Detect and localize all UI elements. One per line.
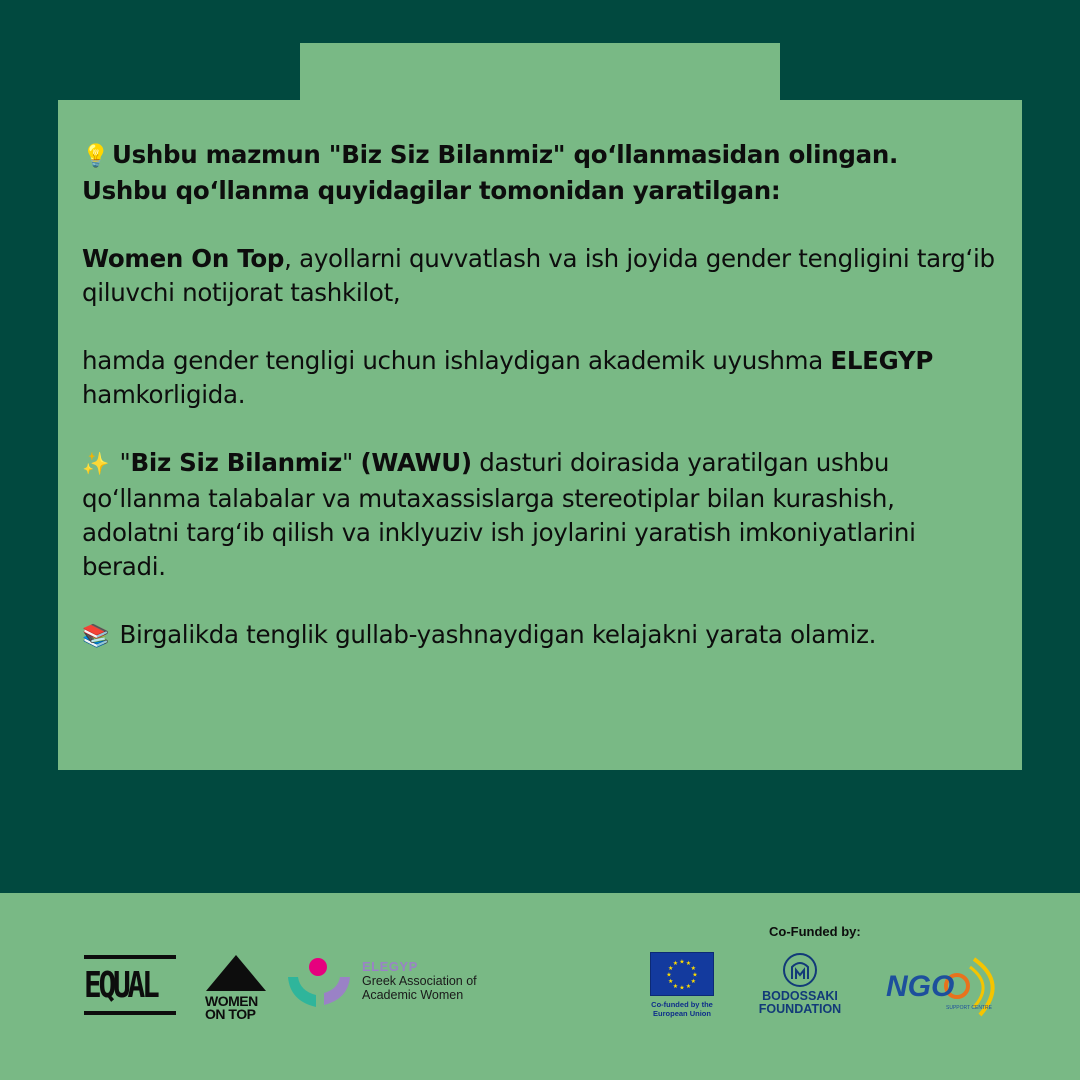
elegyp-text-before: hamda gender tengligi uchun ishlaydigan akademik uyushma [82,346,831,375]
bodossaki-text: BODOSSAKI FOUNDATION [758,989,842,1016]
elegyp-logo [286,957,486,1021]
sparkles-icon: ✨ [82,452,110,477]
closing-paragraph [82,618,998,654]
top-tab-decoration [300,43,780,103]
bodossaki-logo [748,953,852,1023]
closing-text: Birgalikda tenglik gullab-yashnaydigan kelajakni yarata olamiz. [112,620,877,649]
eu-star-icon: ★ [666,971,672,979]
program-abbreviation: (WAWU) [360,448,472,477]
ngo-support-centre-logo [884,953,1004,1023]
cofunded-label: Co-Funded by: [769,924,861,939]
eu-star-icon: ★ [668,978,674,985]
eu-star-icon: ★ [690,978,696,985]
eu-star-icon: ★ [692,971,698,979]
elegyp-name: ELEGYP [830,346,933,375]
quote-open: " [112,448,131,477]
eu-flag-icon [650,952,714,996]
elegyp-logo-subtitle: Greek Association of Academic Women [362,974,477,1002]
eu-star-icon: ★ [685,982,692,990]
women-on-top-logo-text: WOMEN ON TOP [205,993,258,1022]
women-on-top-name: Women On Top [82,244,285,273]
program-paragraph [82,446,998,584]
eu-star-icon: ★ [679,984,685,992]
intro-paragraph [82,138,998,208]
equal-logo-text: EQUAL [84,965,157,1006]
program-description: dasturi doirasida yaratilgan ushbu qo‘llanma talabalar va mutaxassislarga stereotiplar bilan kurashish, adolatni targ‘ib qilish va inklyuziv ish joylarini yaratish imkoniyatlarini beradi. [82,448,916,581]
ngo-logo-icon [884,953,1004,1023]
eu-star-icon: ★ [679,958,685,966]
ngo-subtitle: SUPPORT CENTRE [946,1005,992,1011]
eu-logo [642,952,722,1022]
elegyp-mark-icon [286,957,352,1013]
elegyp-text-after: hamkorligida. [82,380,246,409]
ngo-text: NGO [886,970,955,1003]
books-icon: 📚 [82,624,110,649]
intro-line-1: Ushbu mazmun "Biz Siz Bilanmiz" qo‘llanmasidan olingan. [112,140,898,169]
content-card [58,100,1022,770]
bodossaki-emblem-icon [783,953,817,987]
eu-caption: Co-funded by the European Union [651,1000,713,1018]
intro-line-2: Ushbu qo‘llanma quyidagilar tomonidan yaratilgan: [82,176,781,205]
triangle-icon [206,955,266,991]
eu-star-icon: ★ [690,965,696,972]
eu-star-icon: ★ [668,965,674,972]
eu-star-icon: ★ [672,960,679,968]
lightbulb-icon: 💡 [82,144,110,169]
women-on-top-description: , ayollarni quvvatlash va ish joyida gender tengligini targ‘ib qiluvchi notijorat tashkilot, [82,244,995,307]
eu-star-icon: ★ [685,960,692,968]
elegyp-logo-name: ELEGYP [362,959,418,974]
equal-logo [84,955,176,1017]
footer-logos [0,893,1080,1080]
program-name: Biz Siz Bilanmiz [130,448,342,477]
eu-star-icon: ★ [672,982,679,990]
elegyp-paragraph [82,344,998,412]
women-on-top-logo [205,955,267,1023]
women-on-top-paragraph [82,242,998,310]
quote-close: " [342,448,361,477]
